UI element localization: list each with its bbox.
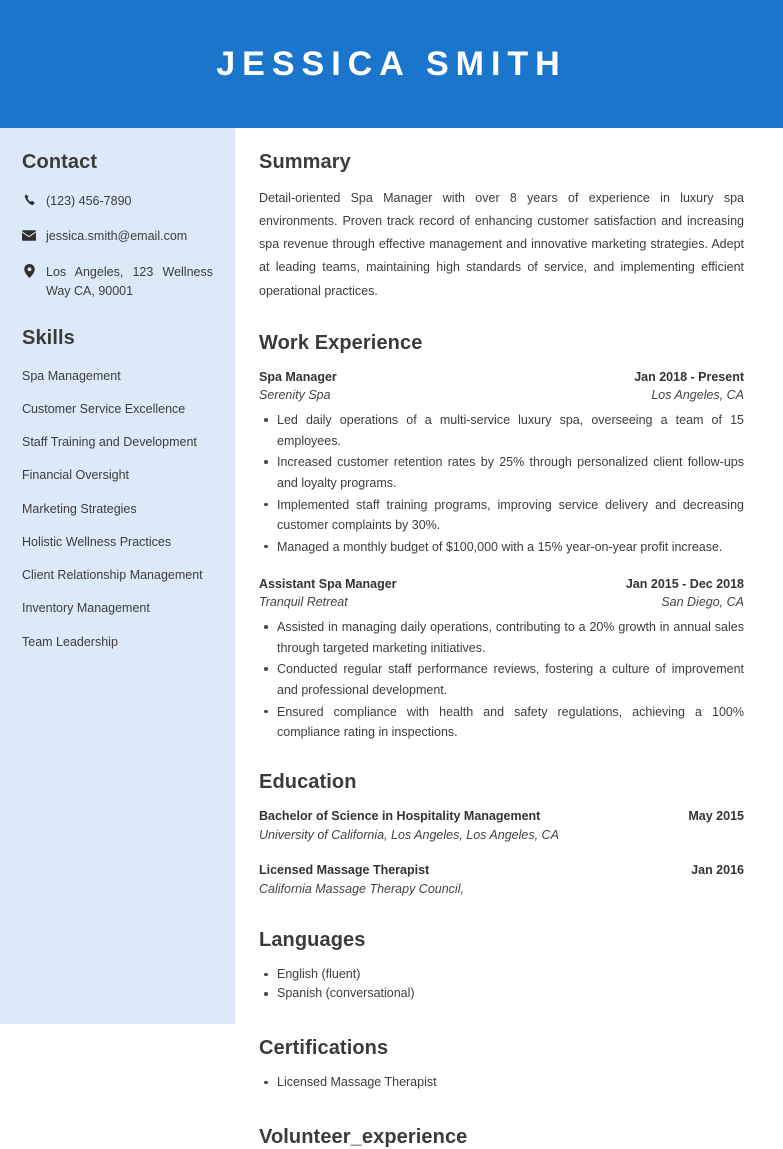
work-entry-title: Spa Manager — [259, 369, 337, 384]
languages-list — [259, 965, 744, 1004]
contact-section-heading: Contact — [22, 151, 98, 173]
work-entry-title-row — [259, 575, 744, 594]
education-entry-institution-row — [259, 880, 744, 899]
education-entry-institution: California Massage Therapy Council, — [259, 882, 464, 896]
work-entry-date: Jan 2015 - Dec 2018 — [625, 576, 744, 591]
work-bullet: Led daily operations of a multi-service luxury spa, overseeing a team of 15 employees. — [259, 410, 744, 451]
certification-item: Licensed Massage Therapist — [259, 1073, 744, 1092]
work-entry-location: San Diego, CA — [661, 595, 744, 610]
work-bullet: Increased customer retention rates by 25% through personalized client follow-ups and loyalty programs. — [259, 452, 744, 493]
work-bullet: Assisted in managing daily operations, contributing to a 20% growth in annual sales through targeted marketing initiatives. — [259, 617, 744, 658]
contact-item-address[interactable] — [22, 263, 213, 302]
phone-icon — [22, 193, 36, 208]
location-pin-icon — [22, 264, 36, 279]
skill-item: Marketing Strategies — [22, 501, 137, 516]
sidebar — [0, 128, 235, 1024]
skill-item: Spa Management — [22, 368, 121, 383]
education-entry-date: Jan 2016 — [691, 863, 744, 878]
skill-item: Holistic Wellness Practices — [22, 534, 172, 549]
work-entry — [259, 368, 744, 558]
skill-item: Inventory Management — [22, 601, 150, 616]
education-entry-date: May 2015 — [688, 808, 744, 823]
skill-item: Client Relationship Management — [22, 568, 203, 582]
education-entry-title: Licensed Massage Therapist — [259, 863, 430, 878]
work-entry-company: Tranquil Retreat — [259, 595, 348, 610]
certifications-list — [259, 1073, 744, 1092]
work-entry-location: Los Angeles, CA — [651, 388, 744, 403]
skill-item: Financial Oversight — [22, 468, 129, 483]
education-entry-title-row — [259, 861, 744, 880]
main-content — [235, 128, 783, 1148]
contact-phone-value: (123) 456-7890 — [46, 194, 132, 208]
work-entry-title-row — [259, 368, 744, 387]
summary-text: Detail-oriented Spa Manager with over 8 years of experience in luxury spa environments. Proven track record of enhancing customer satisfaction and increasing spa revenue through effective management and innovative marketing strategies. Adept at leading teams, maintaining high standards of service, and implementing efficient operational practices. — [259, 191, 744, 298]
certifications-section-heading: Certifications — [259, 1036, 389, 1059]
contact-list — [22, 192, 213, 302]
work-entry-bullets — [259, 410, 744, 557]
work-experience-section-heading: Work Experience — [259, 331, 423, 354]
candidate-name: JESSICA SMITH — [216, 45, 567, 83]
summary-section-heading: Summary — [259, 151, 351, 173]
education-entry — [259, 861, 744, 899]
work-entry-date: Jan 2018 - Present — [634, 369, 744, 384]
education-entry-institution: University of California, Los Angeles, Los Angeles, CA — [259, 827, 559, 842]
languages-section-heading: Languages — [259, 928, 366, 951]
contact-email-value: jessica.smith@email.com — [46, 229, 188, 244]
education-entry-institution-row — [259, 826, 744, 845]
volunteer-experience-section-heading: Volunteer_experience — [259, 1125, 468, 1148]
work-entry-company-row — [259, 386, 744, 405]
work-entry-title: Assistant Spa Manager — [259, 576, 397, 591]
education-entry — [259, 807, 744, 845]
skill-item: Staff Training and Development — [22, 435, 197, 449]
skill-item: Customer Service Excellence — [22, 401, 186, 416]
work-bullet: Implemented staff training programs, improving service delivery and decreasing customer complaints by 30%. — [259, 495, 744, 536]
language-item: Spanish (conversational) — [259, 984, 744, 1003]
contact-address-value: Los Angeles, 123 Wellness Way CA, 90001 — [46, 264, 213, 299]
contact-item-phone[interactable] — [22, 192, 213, 211]
envelope-icon — [22, 228, 36, 243]
work-entry-company-row — [259, 593, 744, 612]
contact-item-email[interactable] — [22, 227, 213, 246]
work-bullet: Conducted regular staff performance reviews, fostering a culture of improvement and professional development. — [259, 659, 744, 700]
work-bullet: Ensured compliance with health and safety regulations, achieving a 100% compliance rating in inspections. — [259, 702, 744, 743]
education-section-heading: Education — [259, 770, 357, 793]
work-entry — [259, 575, 744, 743]
education-entry-title: Bachelor of Science in Hospitality Management — [259, 808, 541, 823]
work-entry-company: Serenity Spa — [259, 388, 331, 403]
resume-body — [0, 128, 783, 1148]
language-item: English (fluent) — [259, 965, 744, 984]
work-entry-bullets — [259, 617, 744, 743]
education-entry-title-row — [259, 807, 744, 826]
work-bullet: Managed a monthly budget of $100,000 with a 15% year-on-year profit increase. — [259, 537, 744, 558]
skills-list — [22, 368, 213, 650]
skills-section-heading: Skills — [22, 326, 75, 349]
resume-header-banner — [0, 0, 783, 128]
skill-item: Team Leadership — [22, 634, 118, 649]
